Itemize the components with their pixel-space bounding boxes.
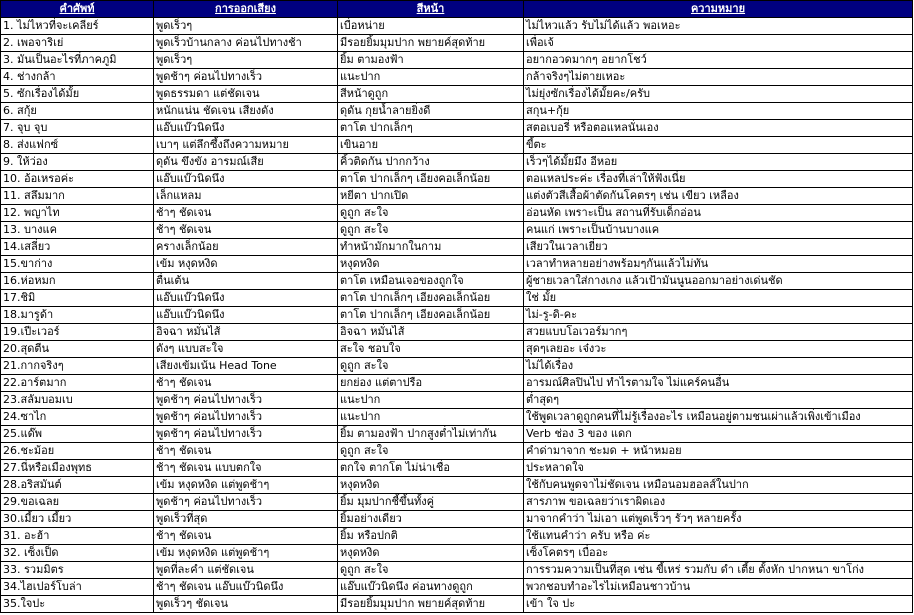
cell-expression[interactable]: แนะปาก: [338, 392, 524, 409]
cell-expression[interactable]: อิจฉา หมั่นไส้: [338, 324, 524, 341]
cell-expression[interactable]: แนะปาก: [338, 409, 524, 426]
cell-pronunciation[interactable]: ดุดัน ขึงขัง อารมณ์เสีย: [154, 154, 338, 171]
table-row: [1, 307, 913, 324]
cell-expression[interactable]: ตกใจ ตากโต ไม่น่าเชื่อ: [338, 460, 524, 477]
table-row: [1, 52, 913, 69]
cell-expression[interactable]: ดูถูก สะใจ: [338, 205, 524, 222]
cell-pronunciation[interactable]: แอ๊บแบ๊วนิดนึง: [154, 171, 338, 188]
table-row: [1, 341, 913, 358]
cell-meaning[interactable]: กล้าจริงๆไม่ตายเหอะ: [524, 69, 913, 86]
cell-expression[interactable]: แอ๊บแบ๊วนิดนึง ค่อนทางดูถูก: [338, 579, 524, 596]
cell-word[interactable]: 21.กากจริงๆ: [1, 358, 154, 375]
cell-word[interactable]: 33. รวมมิตร: [1, 562, 154, 579]
cell-expression[interactable]: มีรอยยิ้มมุมปาก พยายค์สุดท้าย: [338, 596, 524, 613]
cell-meaning[interactable]: Verb ช่อง 3 ของ แดก: [524, 426, 913, 443]
cell-pronunciation[interactable]: พูดเร็วๆ: [154, 52, 338, 69]
cell-word[interactable]: 26.ชะม้อย: [1, 443, 154, 460]
cell-meaning[interactable]: อารมณ์ศิลปินไป ทำไรตามใจ ไม่แคร์คนอื่น: [524, 375, 913, 392]
cell-word[interactable]: 18.มารูด้า: [1, 307, 154, 324]
cell-word[interactable]: 34.ไฮเปอร์โบล่า: [1, 579, 154, 596]
cell-expression[interactable]: ทำหน้ามักมากในกาม: [338, 239, 524, 256]
cell-pronunciation[interactable]: เข้ม หงุดหงิด แต่พูดช้าๆ: [154, 545, 338, 562]
table-row: [1, 154, 913, 171]
cell-expression[interactable]: หงุดหงิด: [338, 256, 524, 273]
cell-expression[interactable]: ตาโต ปากเล็กๆ: [338, 120, 524, 137]
table-row: [1, 137, 913, 154]
cell-meaning[interactable]: เสียวในเวลาเยี่ยว: [524, 239, 913, 256]
cell-expression[interactable]: มีรอยยิ้มมุมปาก พยายค์สุดท้าย: [338, 35, 524, 52]
cell-pronunciation[interactable]: ช้าๆ ชัดเจน: [154, 375, 338, 392]
cell-word[interactable]: 2. เพอจาริเย่: [1, 35, 154, 52]
cell-meaning[interactable]: คำด่ามาจาก ชะมด + หน้าหมอย: [524, 443, 913, 460]
cell-pronunciation[interactable]: เล็กแหลม: [154, 188, 338, 205]
cell-word[interactable]: 13. บางแค: [1, 222, 154, 239]
table-row: [1, 392, 913, 409]
table-row: [1, 579, 913, 596]
table-body: [1, 18, 913, 613]
cell-expression[interactable]: ตาโต ปากเล็กๆ เอียงคอเล็กน้อย: [338, 171, 524, 188]
table-row: [1, 477, 913, 494]
cell-pronunciation[interactable]: เข้ม หงุดหงิด: [154, 256, 338, 273]
cell-expression[interactable]: ยิ้ม ตามองฟ้า: [338, 52, 524, 69]
cell-pronunciation[interactable]: พูดช้าๆ ค่อนไปทางเร็ว: [154, 409, 338, 426]
cell-meaning[interactable]: แต่งตัวสีเสื้อผ้าตัดกันโคตรๆ เช่น เขียว เหลือง: [524, 188, 913, 205]
cell-pronunciation[interactable]: พูดช้าๆ ค่อนไปทางเร็ว: [154, 426, 338, 443]
cell-pronunciation[interactable]: พูดช้าๆ ค่อนไปทางเร็ว: [154, 392, 338, 409]
table-row: [1, 460, 913, 477]
cell-pronunciation[interactable]: เข้ม หงุดหงิด แต่พูดช้าๆ: [154, 477, 338, 494]
header-expression[interactable]: สีหน้า: [338, 1, 524, 18]
cell-word[interactable]: 12. พญาไท: [1, 205, 154, 222]
table-row: [1, 256, 913, 273]
cell-word[interactable]: 6. สกุ้ย: [1, 103, 154, 120]
table-row: [1, 290, 913, 307]
table-row: [1, 443, 913, 460]
cell-meaning[interactable]: เพื่อเจ้: [524, 35, 913, 52]
header-pronunciation[interactable]: การออกเสียง: [154, 1, 338, 18]
cell-word[interactable]: 10. อ้อเหรอค่ะ: [1, 171, 154, 188]
cell-word[interactable]: 14.เสลี่ยว: [1, 239, 154, 256]
cell-word[interactable]: 4. ช่างกล้า: [1, 69, 154, 86]
cell-meaning[interactable]: สุดๆเลยอะ เจ๋งวะ: [524, 341, 913, 358]
cell-pronunciation[interactable]: แอ๊บแบ๊วนิดนึง: [154, 120, 338, 137]
cell-expression[interactable]: ดูถูก สะใจ: [338, 443, 524, 460]
cell-meaning[interactable]: พวกชอบทำอะไรไม่เหมือนชาวบ้าน: [524, 579, 913, 596]
cell-expression[interactable]: ยกย่อง แต่ตาปรือ: [338, 375, 524, 392]
table-row: [1, 528, 913, 545]
cell-word[interactable]: 7. จุบ จุบ: [1, 120, 154, 137]
cell-expression[interactable]: ยิ้ม ตามองฟ้า ปากสูงต่ำไม่เท่ากัน: [338, 426, 524, 443]
table-row: [1, 222, 913, 239]
table-row: [1, 103, 913, 120]
cell-word[interactable]: 22.อาร์ตมาก: [1, 375, 154, 392]
cell-pronunciation[interactable]: ช้าๆ ชัดเจน: [154, 528, 338, 545]
cell-expression[interactable]: เขินอาย: [338, 137, 524, 154]
cell-meaning[interactable]: สตอเบอรี่ หรือตอแหลนั่นเอง: [524, 120, 913, 137]
cell-meaning[interactable]: การรวมความเป็นที่สุด เช่น ขี้เหร่ รวมกับ ดำ เตี้ย ตั้งหัก ปากหนา ขาโก่ง: [524, 562, 913, 579]
cell-pronunciation[interactable]: พูดธรรมดา แต่ชัดเจน: [154, 86, 338, 103]
cell-pronunciation[interactable]: พูดช้าๆ ค่อนไปทางเร็ว: [154, 494, 338, 511]
table-row: [1, 494, 913, 511]
cell-expression[interactable]: ยิ้ม มุมปากชี้ขึ้นทั้งคู่: [338, 494, 524, 511]
cell-word[interactable]: 8. ส่งแฟกซ์: [1, 137, 154, 154]
cell-meaning[interactable]: มาจากคำว่า ไม่เอา แต่พูดเร็วๆ รัวๆ หลายครั้ง: [524, 511, 913, 528]
cell-meaning[interactable]: ขี้ตะ: [524, 137, 913, 154]
cell-expression[interactable]: หงุดหงิด: [338, 545, 524, 562]
cell-meaning[interactable]: ตอแหลประค่ะ เรื่องที่เล่าให้ฟังเนี่ย: [524, 171, 913, 188]
table-row: [1, 120, 913, 137]
cell-pronunciation[interactable]: ครางเล็กน้อย: [154, 239, 338, 256]
cell-pronunciation[interactable]: อิจฉา หมั่นไส้: [154, 324, 338, 341]
cell-expression[interactable]: ยิ้มอย่างเดียว: [338, 511, 524, 528]
cell-pronunciation[interactable]: ช้าๆ ชัดเจน: [154, 205, 338, 222]
cell-word[interactable]: 28.อริสมันต์: [1, 477, 154, 494]
table-row: [1, 86, 913, 103]
cell-expression[interactable]: คิ้วติดกัน ปากกว้าง: [338, 154, 524, 171]
cell-word[interactable]: 23.สลัมบอมเบ: [1, 392, 154, 409]
cell-meaning[interactable]: สกุน+กุ้ย: [524, 103, 913, 120]
cell-meaning[interactable]: ผู้ชายเวลาใส่กางเกง แล้วเป้ามันนูนออกมาอย่างเด่นชัด: [524, 273, 913, 290]
cell-pronunciation[interactable]: เสียงเข้มเน้น Head Tone: [154, 358, 338, 375]
cell-meaning[interactable]: ต่ำสุดๆ: [524, 392, 913, 409]
table-row: [1, 358, 913, 375]
cell-meaning[interactable]: อยากอวดมากๆ อยากโชว์: [524, 52, 913, 69]
table-row: [1, 35, 913, 52]
cell-expression[interactable]: ดูถูก สะใจ: [338, 358, 524, 375]
cell-meaning[interactable]: สวยแบบโอเวอร์มากๆ: [524, 324, 913, 341]
cell-meaning[interactable]: ใช่ มั้ย: [524, 290, 913, 307]
cell-meaning[interactable]: ไม่ยุ่งซักเรื่องได้มั้ยคะ/ครับ: [524, 86, 913, 103]
cell-pronunciation[interactable]: พูดเร็วๆ: [154, 18, 338, 35]
header-meaning[interactable]: ความหมาย: [524, 1, 913, 18]
table-row: [1, 69, 913, 86]
table-row: [1, 239, 913, 256]
cell-pronunciation[interactable]: พูดช้าๆ ค่อนไปทางเร็ว: [154, 69, 338, 86]
cell-expression[interactable]: หยีตา ปากเปิด: [338, 188, 524, 205]
cell-meaning[interactable]: ใช้พูดเวลาดูถูกคนที่ไม่รู้เรื่องอะไร เหมือนอยู่ตามชนเผ่าแล้วเพิ่งเข้าเมือง: [524, 409, 913, 426]
cell-pronunciation[interactable]: หนักแน่น ชัดเจน เสียงดัง: [154, 103, 338, 120]
cell-word[interactable]: 31. อะฮ้า: [1, 528, 154, 545]
cell-expression[interactable]: ดูถูก สะใจ: [338, 562, 524, 579]
cell-word[interactable]: 17.ชิมิ: [1, 290, 154, 307]
cell-pronunciation[interactable]: ช้าๆ ชัดเจน แบบตกใจ: [154, 460, 338, 477]
table-row: [1, 18, 913, 35]
cell-meaning[interactable]: ใช้กับคนพูดจาไม่ชัดเจน เหมือนอมฮอลส์ในปาก: [524, 477, 913, 494]
cell-word[interactable]: 20.สุดตีน: [1, 341, 154, 358]
table-row: [1, 562, 913, 579]
cell-pronunciation[interactable]: ช้าๆ ชัดเจน: [154, 443, 338, 460]
cell-pronunciation[interactable]: ช้าๆ ชัดเจน แอ๊บแบ๊วนิดนึง: [154, 579, 338, 596]
cell-expression[interactable]: ดูถูก สะใจ: [338, 222, 524, 239]
header-row: [1, 1, 913, 18]
table-row: [1, 171, 913, 188]
table-row: [1, 188, 913, 205]
cell-word[interactable]: 16.ห่อหมก: [1, 273, 154, 290]
cell-word[interactable]: 30.เมี้ยว เมี้ยว: [1, 511, 154, 528]
cell-pronunciation[interactable]: พูดเร็วที่สุด: [154, 511, 338, 528]
cell-meaning[interactable]: คนแก่ เพราะเป็นบ้านบางแค: [524, 222, 913, 239]
cell-meaning[interactable]: ไม่-รู-ดิ-คะ: [524, 307, 913, 324]
cell-word[interactable]: 35.ใจปะ: [1, 596, 154, 613]
table-row: [1, 596, 913, 613]
cell-pronunciation[interactable]: ช้าๆ ชัดเจน: [154, 222, 338, 239]
cell-meaning[interactable]: อ่อนหัด เพราะเป็น สถานที่รับเด็กอ่อน: [524, 205, 913, 222]
cell-pronunciation[interactable]: พูดที่ละคำ แต่ชัดเจน: [154, 562, 338, 579]
table-row: [1, 205, 913, 222]
cell-word[interactable]: 24.ซาไก: [1, 409, 154, 426]
cell-expression[interactable]: สีหน้าดูถูก: [338, 86, 524, 103]
table-row: [1, 324, 913, 341]
cell-word[interactable]: 15.ขาก่าง: [1, 256, 154, 273]
table-row: [1, 375, 913, 392]
table-row: [1, 426, 913, 443]
cell-word[interactable]: 1. ไม่ไหวที่จะเคลียร์: [1, 18, 154, 35]
cell-meaning[interactable]: ไม่ไหวแล้ว รับไม่ได้แล้ว พอเหอะ: [524, 18, 913, 35]
cell-word[interactable]: 27.นี่หรือเมืองพุทธ: [1, 460, 154, 477]
cell-pronunciation[interactable]: เบาๆ แต่ลึกซึ้งถึงความหมาย: [154, 137, 338, 154]
cell-expression[interactable]: ตาโต ปากเล็กๆ เอียงคอเล็กน้อย: [338, 290, 524, 307]
cell-meaning[interactable]: เซ็งโคตรๆ เบื่ออะ: [524, 545, 913, 562]
cell-pronunciation[interactable]: แอ๊บแบ๊วนิดนึง: [154, 307, 338, 324]
cell-word[interactable]: 19.เปีะเวอร์: [1, 324, 154, 341]
cell-word[interactable]: 11. สลึมมาก: [1, 188, 154, 205]
table-row: [1, 511, 913, 528]
cell-pronunciation[interactable]: พูดเร็วๆ ชัดเจน: [154, 596, 338, 613]
cell-expression[interactable]: เบื่อหน่าย: [338, 18, 524, 35]
cell-pronunciation[interactable]: แอ๊บแบ๊วนิดนึง: [154, 290, 338, 307]
cell-word[interactable]: 25.แด๊พ: [1, 426, 154, 443]
cell-word[interactable]: 29.ขอเฉลย: [1, 494, 154, 511]
table-row: [1, 545, 913, 562]
cell-expression[interactable]: แนะปาก: [338, 69, 524, 86]
cell-expression[interactable]: สะใจ ชอบใจ: [338, 341, 524, 358]
cell-expression[interactable]: ตาโต เหมือนเจอของถูกใจ: [338, 273, 524, 290]
cell-meaning[interactable]: สารภาพ ขอเฉลยว่าเราผิดเอง: [524, 494, 913, 511]
cell-meaning[interactable]: ประหลาดใจ: [524, 460, 913, 477]
cell-meaning[interactable]: เข้า ใจ ปะ: [524, 596, 913, 613]
cell-meaning[interactable]: ไม่ได้เรื่อง: [524, 358, 913, 375]
cell-pronunciation[interactable]: ตื่นเต้น: [154, 273, 338, 290]
cell-expression[interactable]: ดุดัน กุยน้ำลายยิ่งดี: [338, 103, 524, 120]
cell-expression[interactable]: ตาโต ปากเล็กๆ เอียงคอเล็กน้อย: [338, 307, 524, 324]
cell-expression[interactable]: หงุดหงิด: [338, 477, 524, 494]
cell-word[interactable]: 3. มันเป็นอะไรที่ภาคภูมิ: [1, 52, 154, 69]
cell-expression[interactable]: ยิ้ม หรือปกติ: [338, 528, 524, 545]
cell-meaning[interactable]: เร็วๆได้มั้ยมึง อีหอย: [524, 154, 913, 171]
cell-meaning[interactable]: ใช้แทนคำว่า ครับ หรือ ค่ะ: [524, 528, 913, 545]
table-row: [1, 409, 913, 426]
table-row: [1, 273, 913, 290]
cell-pronunciation[interactable]: ดังๆ แบบสะใจ: [154, 341, 338, 358]
cell-word[interactable]: 32. เซ็งเป็ด: [1, 545, 154, 562]
header-word[interactable]: คำศัพท์: [1, 1, 154, 18]
cell-word[interactable]: 5. ซักเรื่องได้มั้ย: [1, 86, 154, 103]
cell-word[interactable]: 9. ให้ว่อง: [1, 154, 154, 171]
cell-pronunciation[interactable]: พูดเร็วบ้านกลาง ค่อนไปทางช้า: [154, 35, 338, 52]
cell-meaning[interactable]: เวลาทำหลายอย่างพร้อมๆกันแล้วไม่ทัน: [524, 256, 913, 273]
